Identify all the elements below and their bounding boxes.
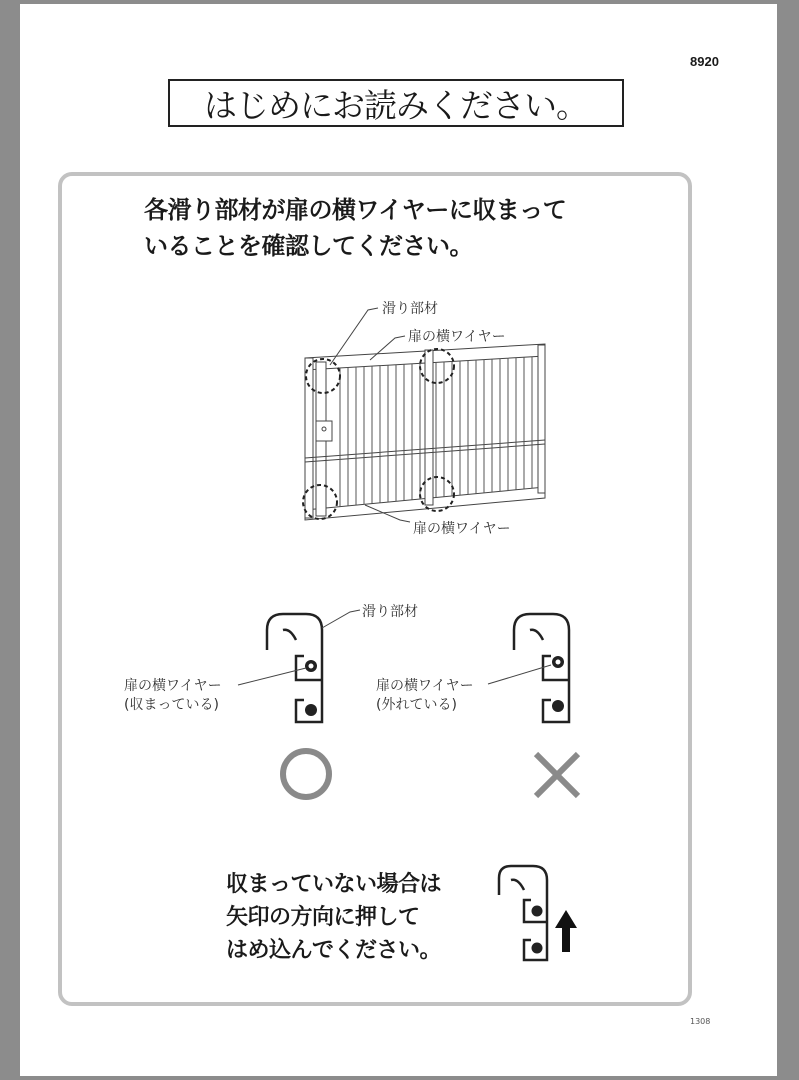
label-wire-top: 扉の横ワイヤー (408, 329, 506, 345)
label-incorrect-line-2: (外れている) (376, 697, 457, 713)
up-arrow-icon (555, 910, 577, 952)
label-slider-bottom: 滑り部材 (362, 604, 418, 620)
instruction-line-1: 各滑り部材が扉の横ワイヤーに収まって (144, 196, 567, 224)
fix-line-3: はめ込んでください。 (226, 938, 442, 963)
instruction-line-2: いることを確認してください。 (144, 232, 473, 260)
document-code: 8920 (690, 54, 719, 69)
label-slider-top: 滑り部材 (382, 301, 438, 317)
fix-instruction (226, 868, 441, 967)
correct-mark-icon (283, 751, 329, 797)
label-correct (124, 677, 222, 715)
label-correct-line-2: (収まっている) (124, 697, 219, 713)
incorrect-mark-icon (536, 754, 578, 796)
label-correct-line-1: 扉の横ワイヤー (124, 678, 222, 694)
label-incorrect (376, 677, 474, 715)
label-wire-bottom: 扉の横ワイヤー (413, 521, 511, 537)
page-number: 1308 (690, 1017, 711, 1026)
label-incorrect-line-1: 扉の横ワイヤー (376, 678, 474, 694)
fix-line-2: 矢印の方向に押して (226, 905, 420, 930)
page-title: はじめにお読みください。 (168, 79, 624, 127)
fix-line-1: 収まっていない場合は (226, 872, 442, 897)
